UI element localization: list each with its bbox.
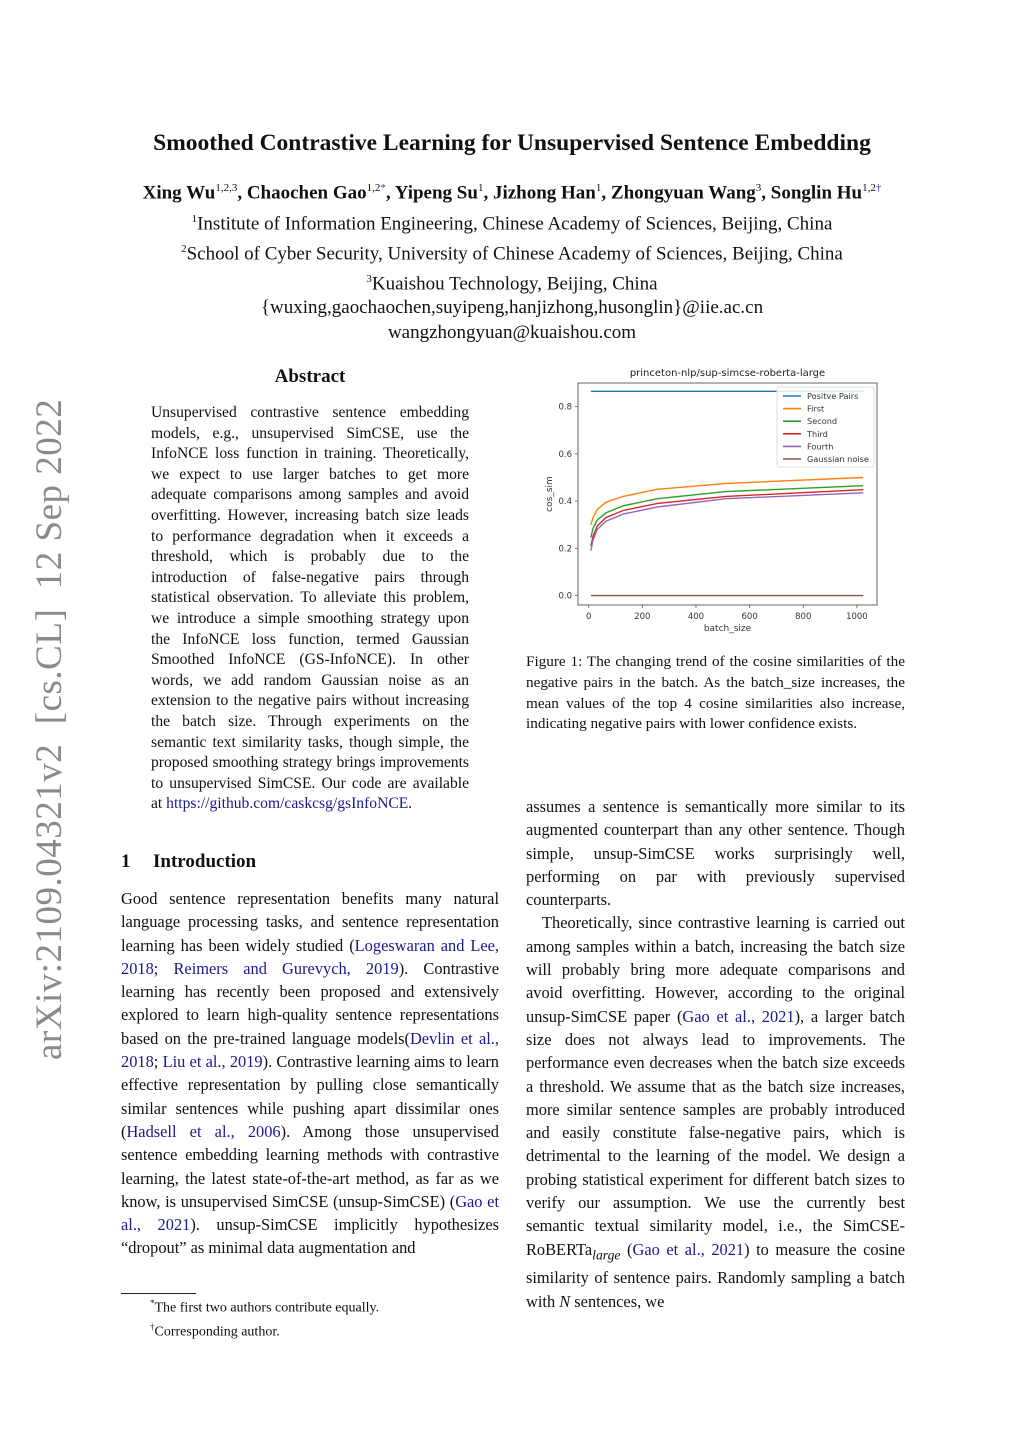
- x-tick-label: 400: [687, 612, 705, 622]
- text-run: ), a larger batch size does not always lead to improvements. The performance even decreases when the batch size exceeds a threshold. We assume that as the batch size increases, more similar sentence samples are probably introduced and easily constitute false-negative pairs, which is detrimental to the learning of the model. We design a probing statistical experiment for different batch sizes to verify our assumption. We use the currently best semantic textual similarity model, i.e., the SimCSE-RoBERTa: [526, 1006, 905, 1259]
- legend-label: Positve Pairs: [807, 391, 859, 401]
- legend-label: Third: [807, 428, 828, 439]
- affiliation-3: [0, 267, 1024, 297]
- citation-link[interactable]: Liu et al., 2019: [162, 1052, 263, 1072]
- right-column-text: [526, 795, 905, 1313]
- citation-link[interactable]: Gao et al., 2021: [121, 1191, 499, 1235]
- footnotes: [150, 1294, 379, 1341]
- author-affiliation-marker: 3: [755, 182, 762, 194]
- legend-label: Fourth: [807, 441, 834, 452]
- affiliation-text: School of Cyber Security, University of Chinese Academy of Sciences, Beijing, China: [186, 243, 843, 265]
- affiliation-marker: 2: [181, 242, 187, 255]
- abstract-body: [151, 403, 469, 815]
- text-run: Theoretically, since contrastive learning is carried out among samples within a batch, increasing the batch size will probably bring more adequate comparisons and avoid overfitting. However, according to the original unsup-SimCSE paper (: [526, 913, 905, 1026]
- citation-link[interactable]: Reimers and Gurevych, 2019: [173, 958, 399, 978]
- abstract-text: Unsupervised contrastive sentence embedding models, e.g., unsupervised SimCSE, use the InfoNCE loss function in training. Theoretically, we expect to use larger batches to get more adequate comparisons among samples and avoid overfitting. However, increasing batch size leads to performance degradation when it exceeds a threshold, which is probably due to the introduction of false-negative pairs through statistical observation. To alleviate this problem, we introduce a simple smoothing strategy upon the InfoNCE loss function, termed Gaussian Smoothed InfoNCE (GS-InfoNCE). In other words, we add random Gaussian noise as an extension to the negative pairs without increasing the batch size. Through experiments on the semantic text similarity tasks, though simple, the proposed smoothing strategy brings improvements to unsupervised SimCSE. Our code are available at: [151, 404, 469, 813]
- affiliations: [0, 207, 1024, 345]
- x-axis-label: batch_size: [703, 624, 752, 634]
- email-line-2: wangzhongyuan@kuaishou.com: [387, 321, 637, 343]
- text-run: ) to measure the cosine similarity of sentence pairs. Randomly sampling a batch with: [526, 1239, 906, 1311]
- author-name: Jizhong Han: [492, 182, 596, 204]
- citation-link[interactable]: Logeswaran and Lee, 2018: [121, 935, 499, 978]
- arxiv-identifier-stamp: arXiv:2109.04321v2 [cs.CL] 12 Sep 2022: [29, 398, 70, 1060]
- chart-title: princeton-nlp/sup-simcse-roberta-large: [629, 368, 826, 379]
- text-run: ;: [153, 958, 174, 978]
- affiliation-text: Kuaishou Technology, Beijing, China: [371, 272, 658, 294]
- x-tick-label: 200: [634, 612, 651, 622]
- email-line-1: {wuxing,gaochaochen,suyipeng,hanjizhong,husonglin}@iie.ac.cn: [260, 297, 764, 319]
- y-tick-label: 0.4: [558, 497, 572, 508]
- author-name: Songlin Hu: [770, 182, 863, 204]
- line-chart: [526, 362, 896, 642]
- paper-title: Smoothed Contrastive Learning for Unsupervised Sentence Embedding: [153, 130, 871, 156]
- text-run: sentences, we: [570, 1291, 665, 1311]
- author-affiliation-marker: 1: [595, 182, 602, 194]
- citation-link[interactable]: Devlin et al., 2018: [121, 1028, 499, 1072]
- x-tick-label: 800: [795, 612, 812, 622]
- author-name: Chaochen Gao: [246, 182, 367, 204]
- legend-label: Gaussian noise: [807, 454, 869, 464]
- author-name: Yipeng Su: [394, 182, 478, 204]
- citation-link[interactable]: Gao et al., 2021: [682, 1006, 795, 1026]
- author-affiliation-marker: 1,2,3: [215, 182, 238, 194]
- affiliation-1: [0, 207, 1024, 237]
- legend-label: First: [807, 403, 825, 414]
- y-tick-label: 0.8: [558, 402, 572, 413]
- figure-1-chart: [526, 362, 896, 642]
- section-number: 1: [121, 851, 131, 872]
- footnote-text: The first two authors contribute equally.: [154, 1300, 380, 1316]
- citation-link[interactable]: Gao et al., 2021: [632, 1239, 745, 1259]
- introduction-paragraph: [121, 887, 499, 1260]
- affiliation-text: Institute of Information Engineering, Chinese Academy of Sciences, Beijing, China: [197, 213, 833, 235]
- series-line: [591, 493, 863, 551]
- author-name: Zhongyuan Wang: [610, 182, 756, 204]
- abstract-end: .: [408, 795, 413, 813]
- text-run: Good sentence representation benefits many natural language processing tasks, and sentence representation learning has been widely studied (: [121, 889, 499, 955]
- text-run: ). Among those unsupervised sentence embedding learning methods with contrastive learning, the latest state-of-the-art method, as far as we know, is unsupervised SimCSE (unsup-SimCSE) (: [121, 1121, 499, 1211]
- paragraph: assumes a sentence is semantically more similar to its augmented counterpart than any other sentence. Though simple, unsup-SimCSE works surprisingly well, performing on par with previously supervised counterparts.: [526, 797, 905, 910]
- footnote-marker: †: [150, 1321, 155, 1332]
- author-affiliation-marker: 1: [477, 182, 484, 194]
- text-run: (: [620, 1239, 633, 1259]
- text-run: ;: [153, 1052, 163, 1072]
- y-tick-label: 0.2: [558, 544, 572, 555]
- footnote-marker: *: [150, 1298, 155, 1308]
- author-affiliation-marker: 1,2*: [366, 182, 386, 194]
- math-variable: N: [559, 1291, 571, 1311]
- footnote-1: [150, 1294, 379, 1318]
- author-affiliation-marker: 1,2†: [862, 182, 882, 194]
- y-tick-label: 0.0: [558, 591, 572, 602]
- code-link[interactable]: https://github.com/caskcsg/gsInfoNCE: [166, 795, 409, 813]
- y-tick-label: 0.6: [558, 449, 572, 460]
- footnote-2: [150, 1318, 379, 1342]
- figure-1-caption: Figure 1: The changing trend of the cosine similarities of the negative pairs in the batch. As the batch_size increases, the mean values of the top 4 cosine similarities also increase, indicating negative pairs with lower confidence exists.: [526, 653, 905, 733]
- x-tick-label: 0: [586, 612, 592, 622]
- author-name: Xing Wu: [142, 182, 216, 204]
- footnote-text: Corresponding author.: [154, 1324, 280, 1340]
- x-tick-label: 1000: [846, 612, 868, 622]
- series-line: [591, 478, 863, 525]
- author-list: Xing Wu$^{1,2,3}$, Chaochen Gao$^{1,2*}$, Yipeng Su$^1$, Jizhong Han$^1$, Zhongyuan Wang$^3$, Songlin $Hu^{1,2\dagger}$: [142, 182, 882, 204]
- x-tick-label: 600: [741, 612, 758, 622]
- section-title: Introduction: [153, 851, 257, 872]
- affiliation-marker: 3: [366, 272, 372, 285]
- abstract-heading: Abstract: [274, 366, 346, 387]
- subscript: large: [592, 1246, 621, 1262]
- affiliation-marker: 1: [191, 213, 198, 225]
- y-axis-label: cos_sim: [545, 476, 555, 512]
- text-run: ). Contrastive learning has recently been proposed and extensively explored to learn high-quality sentence representations based on the pre-trained language models(: [121, 958, 499, 1048]
- text-run: ). unsup-SimCSE implicitly hypothesizes “dropout” as minimal data augmentation and: [121, 1215, 499, 1258]
- paragraph: [526, 911, 905, 1312]
- affiliation-2: [0, 237, 1024, 267]
- section-heading-introduction: [121, 851, 256, 873]
- text-run: ). Contrastive learning aims to learn effective representation by pulling close semantically similar sentences while pushing apart dissimilar ones (: [121, 1052, 499, 1141]
- legend-label: Second: [807, 416, 838, 427]
- citation-link[interactable]: Hadsell et al., 2006: [126, 1121, 281, 1141]
